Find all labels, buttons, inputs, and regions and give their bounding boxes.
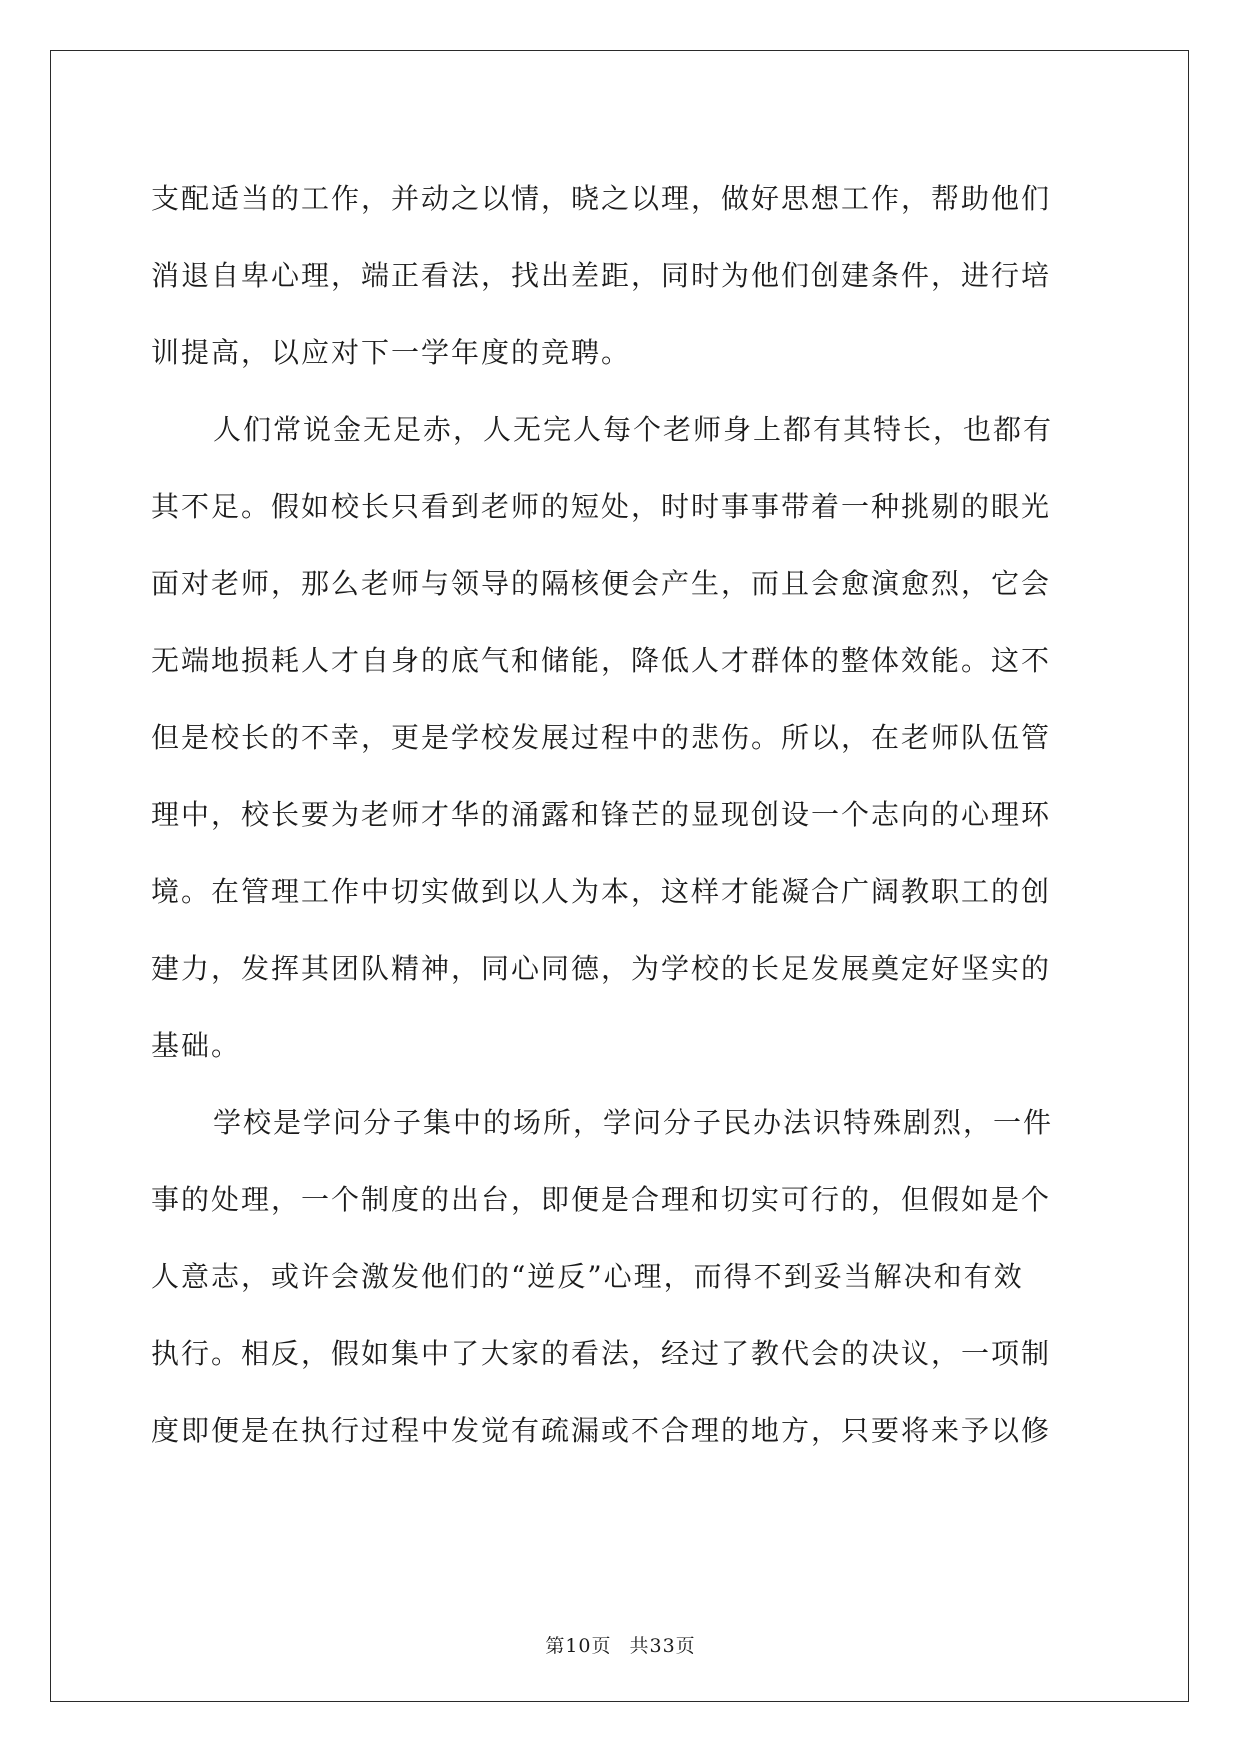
page-total: 共33页 <box>629 1635 696 1657</box>
text-line: 学校是学问分子集中的场所，学问分子民办法识特殊剧烈，一件 <box>213 1106 1054 1139</box>
text-line: 消退自卑心理，端正看法，找出差距，同时为他们创建条件，进行培 <box>151 259 1052 292</box>
text-line: 训提高，以应对下一学年度的竞聘。 <box>151 336 632 369</box>
page-number: 第10页 <box>545 1635 612 1657</box>
text-line: 建力，发挥其团队精神，同心同德，为学校的长足发展奠定好坚实的 <box>151 952 1052 985</box>
text-line: 执行。相反，假如集中了大家的看法，经过了教代会的决议，一项制 <box>151 1337 1052 1370</box>
text-line: 面对老师，那么老师与领导的隔核便会产生，而且会愈演愈烈，它会 <box>151 567 1052 600</box>
text-line: 人意志，或许会激发他们的“逆反”心理，而得不到妥当解决和有效 <box>151 1260 1024 1293</box>
page-footer <box>0 1631 1241 1658</box>
paragraph-1 <box>151 160 1091 391</box>
text-line: 基础。 <box>151 1029 242 1062</box>
paragraph-2 <box>151 391 1091 1084</box>
paragraph-3 <box>151 1084 1091 1469</box>
document-body <box>151 160 1091 1469</box>
text-line: 但是校长的不幸，更是学校发展过程中的悲伤。所以，在老师队伍管 <box>151 721 1052 754</box>
text-line: 无端地损耗人才自身的底气和储能，降低人才群体的整体效能。这不 <box>151 644 1052 677</box>
text-line: 境。在管理工作中切实做到以人为本，这样才能凝合广阔教职工的创 <box>151 875 1052 908</box>
text-line: 其不足。假如校长只看到老师的短处，时时事事带着一种挑剔的眼光 <box>151 490 1052 523</box>
text-line: 支配适当的工作，并动之以情，晓之以理，做好思想工作，帮助他们 <box>151 182 1052 215</box>
text-line: 理中，校长要为老师才华的涌露和锋芒的显现创设一个志向的心理环 <box>151 798 1052 831</box>
text-line: 事的处理，一个制度的出台，即便是合理和切实可行的，但假如是个 <box>151 1183 1052 1216</box>
text-line: 度即便是在执行过程中发觉有疏漏或不合理的地方，只要将来予以修 <box>151 1414 1052 1447</box>
text-line: 人们常说金无足赤，人无完人每个老师身上都有其特长，也都有 <box>213 413 1054 446</box>
